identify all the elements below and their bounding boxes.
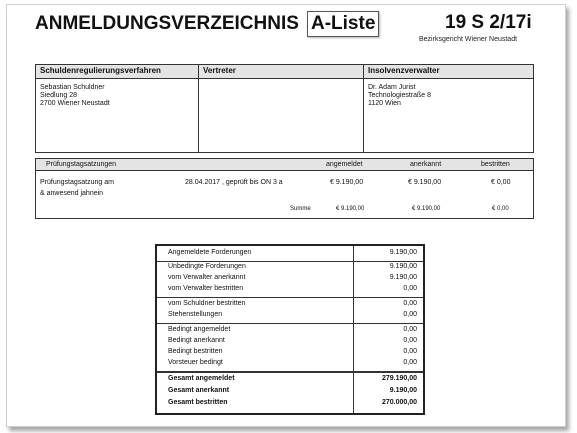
summary-total-row [157, 375, 423, 385]
representative-column [199, 65, 364, 152]
summary-row [157, 249, 423, 259]
hearing-date-note: 28.04.2017 , geprüft bis ON 3 a [185, 179, 283, 186]
summary-label: Vorsteuer bedingt [168, 359, 223, 366]
disputed-header: bestritten [481, 161, 510, 168]
summary-label: Unbedingte Forderungen [168, 263, 246, 270]
sum-recognized: € 9.190,00 [412, 206, 441, 212]
hearing-disputed-amount: € 0,00 [491, 179, 511, 186]
court-name: Bezirksgericht Wiener Neustadt [419, 36, 518, 43]
summary-row [157, 311, 423, 321]
case-number: 19 S 2/17i [445, 12, 532, 33]
row-divider [157, 261, 423, 262]
summary-row [157, 359, 423, 369]
summary-row [157, 263, 423, 273]
claims-summary-table [155, 244, 425, 415]
summary-label: vom Verwalter anerkannt [168, 274, 246, 281]
summary-value: 0,00 [403, 285, 417, 292]
debtor-line: 2700 Wiener Neustadt [40, 100, 110, 107]
hearings-table [35, 158, 534, 219]
summary-row [157, 326, 423, 336]
summary-label: vom Verwalter bestritten [168, 285, 244, 292]
summary-value: 0,00 [403, 359, 417, 366]
row-divider [157, 297, 423, 298]
summary-label: Bedingt anerkannt [168, 337, 225, 344]
hearings-title: Prüfungstagsatzungen [46, 161, 117, 168]
row-divider [157, 323, 423, 324]
summary-value: 0,00 [403, 326, 417, 333]
summary-value: 9.190,00 [389, 274, 417, 281]
summary-row [157, 300, 423, 310]
summary-row [157, 285, 423, 295]
recognized-header: anerkannt [410, 161, 442, 168]
debtor-column [36, 65, 199, 152]
list-type-badge: A-Liste [307, 11, 379, 37]
parties-table [35, 64, 534, 153]
summary-total-row [157, 387, 423, 397]
summary-value: 0,00 [403, 311, 417, 318]
summary-value: 270.000,00 [381, 399, 417, 406]
summary-value: 279.190,00 [381, 375, 417, 382]
summary-value: 0,00 [403, 337, 417, 344]
summary-total-row [157, 399, 423, 409]
summary-row [157, 337, 423, 347]
document-page [6, 4, 566, 427]
summary-value: 0,00 [403, 348, 417, 355]
summary-label: Gesamt bestritten [168, 399, 228, 406]
summary-label: Stehenstellungen [168, 311, 223, 318]
summary-label: Gesamt angemeldet [168, 375, 235, 382]
administrator-column [364, 65, 533, 152]
filed-header: angemeldet [326, 161, 363, 168]
administrator-line: 1120 Wien [368, 100, 401, 107]
summary-row [157, 274, 423, 284]
summary-row [157, 348, 423, 358]
summary-value: 0,00 [403, 300, 417, 307]
summary-label: Angemeldete Forderungen [168, 249, 252, 256]
administrator-address [368, 84, 431, 108]
summary-value: 9.190,00 [389, 263, 417, 270]
summary-label: Bedingt angemeldet [168, 326, 231, 333]
administrator-line: Technologiestraße 8 [368, 92, 432, 99]
row-divider [157, 371, 423, 373]
sum-filed: € 9.190,00 [336, 206, 365, 212]
summary-label: Bedingt bestritten [168, 348, 223, 355]
hearing-label: Prüfungstagsatzung am [40, 179, 114, 186]
representative-header: Vertreter [203, 66, 236, 75]
debtor-line: Sebastian Schuldner [40, 84, 105, 91]
summary-label: Gesamt anerkannt [168, 387, 230, 394]
sum-label: Summe [290, 206, 311, 212]
debtor-address [40, 84, 110, 108]
summary-label: vom Schuldner bestritten [168, 300, 246, 307]
sum-disputed: € 0,00 [492, 206, 509, 212]
hearing-filed-amount: € 9.190,00 [330, 179, 364, 186]
administrator-header: Insolvenzverwalter [368, 66, 440, 75]
document-title: ANMELDUNGSVERZEICHNIS [35, 13, 299, 34]
summary-value: 9.190,00 [389, 249, 417, 256]
debtor-line: Siedlung 28 [40, 92, 77, 99]
administrator-line: Dr. Adam Jurist [368, 84, 416, 91]
hearing-attendance: & anwesend jahnein [40, 190, 104, 197]
summary-value: 9.190,00 [389, 387, 417, 394]
debtor-header: Schuldenregulierungsverfahren [40, 66, 161, 75]
hearing-recognized-amount: € 9.190,00 [408, 179, 442, 186]
